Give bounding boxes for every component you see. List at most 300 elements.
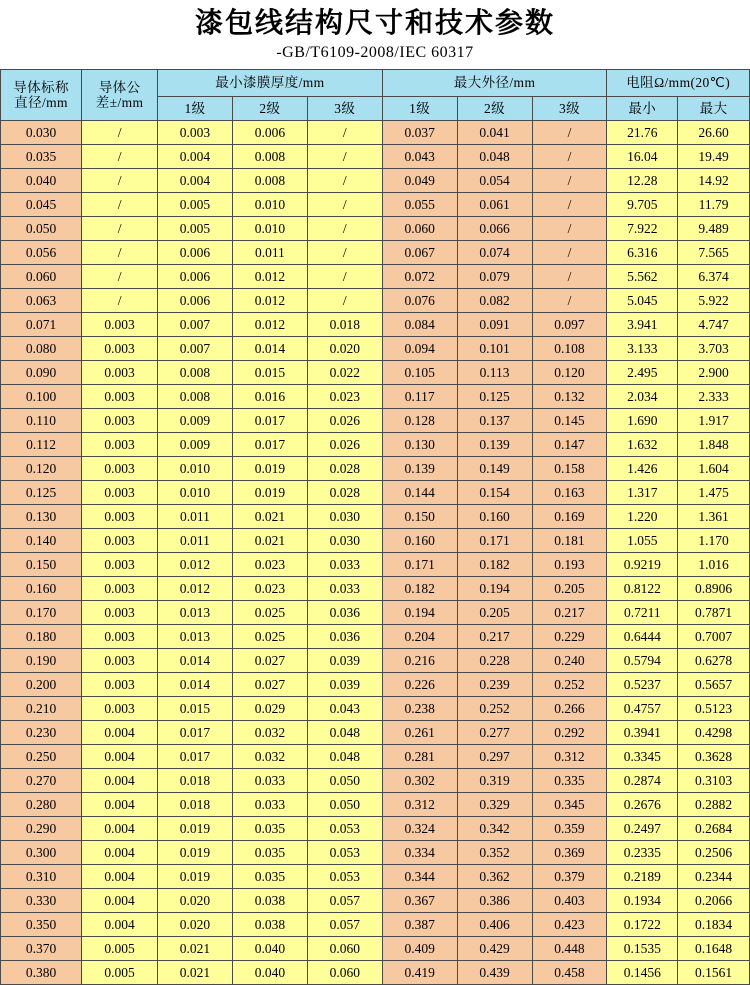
- cell-conductor-nominal-diameter: 0.310: [1, 865, 82, 889]
- cell-resistance-min: 1.220: [607, 505, 678, 529]
- cell-od-grade-1: 0.072: [382, 265, 457, 289]
- cell-od-grade-2: 0.048: [457, 145, 532, 169]
- cell-film-grade-1: 0.010: [158, 457, 233, 481]
- subheader-resistance-min: 最小: [607, 97, 678, 121]
- cell-film-grade-1: 0.005: [158, 193, 233, 217]
- table-row: [1, 625, 750, 649]
- cell-od-grade-2: 0.160: [457, 505, 532, 529]
- subheader-film-grade-1: 1级: [158, 97, 233, 121]
- cell-film-grade-3: 0.036: [307, 625, 382, 649]
- cell-film-grade-2: 0.040: [232, 961, 307, 985]
- cell-od-grade-3: /: [532, 289, 607, 313]
- cell-od-grade-1: 0.067: [382, 241, 457, 265]
- cell-od-grade-2: 0.139: [457, 433, 532, 457]
- cell-film-grade-1: 0.011: [158, 505, 233, 529]
- cell-conductor-tolerance: 0.003: [82, 361, 158, 385]
- table-row: [1, 361, 750, 385]
- cell-conductor-tolerance: 0.004: [82, 841, 158, 865]
- cell-resistance-min: 0.1535: [607, 937, 678, 961]
- cell-od-grade-1: 0.367: [382, 889, 457, 913]
- cell-conductor-nominal-diameter: 0.080: [1, 337, 82, 361]
- table-row: [1, 601, 750, 625]
- cell-resistance-max: 11.79: [678, 193, 750, 217]
- cell-resistance-max: 3.703: [678, 337, 750, 361]
- cell-resistance-min: 2.034: [607, 385, 678, 409]
- table-row: [1, 481, 750, 505]
- cell-od-grade-3: 0.369: [532, 841, 607, 865]
- cell-film-grade-3: 0.028: [307, 481, 382, 505]
- cell-conductor-nominal-diameter: 0.230: [1, 721, 82, 745]
- header-conductor-nominal-diameter: 导体标称 直径/mm: [1, 70, 82, 121]
- cell-film-grade-3: 0.028: [307, 457, 382, 481]
- subheader-film-grade-3: 3级: [307, 97, 382, 121]
- cell-resistance-max: 26.60: [678, 121, 750, 145]
- cell-conductor-tolerance: 0.003: [82, 457, 158, 481]
- cell-conductor-tolerance: /: [82, 289, 158, 313]
- cell-resistance-max: 5.922: [678, 289, 750, 313]
- cell-od-grade-2: 0.406: [457, 913, 532, 937]
- table-row: [1, 505, 750, 529]
- cell-film-grade-3: 0.036: [307, 601, 382, 625]
- table-row: [1, 961, 750, 985]
- cell-od-grade-2: 0.319: [457, 769, 532, 793]
- cell-conductor-nominal-diameter: 0.210: [1, 697, 82, 721]
- cell-od-grade-3: 0.169: [532, 505, 607, 529]
- cell-od-grade-3: 0.229: [532, 625, 607, 649]
- cell-conductor-nominal-diameter: 0.180: [1, 625, 82, 649]
- cell-film-grade-2: 0.027: [232, 673, 307, 697]
- cell-resistance-max: 6.374: [678, 265, 750, 289]
- table-row: [1, 409, 750, 433]
- cell-resistance-max: 0.5657: [678, 673, 750, 697]
- cell-resistance-min: 0.8122: [607, 577, 678, 601]
- cell-od-grade-2: 0.386: [457, 889, 532, 913]
- cell-od-grade-1: 0.344: [382, 865, 457, 889]
- cell-resistance-min: 1.426: [607, 457, 678, 481]
- cell-resistance-min: 12.28: [607, 169, 678, 193]
- cell-conductor-nominal-diameter: 0.270: [1, 769, 82, 793]
- cell-film-grade-3: /: [307, 121, 382, 145]
- cell-conductor-tolerance: 0.004: [82, 913, 158, 937]
- cell-film-grade-2: 0.032: [232, 745, 307, 769]
- cell-film-grade-3: /: [307, 241, 382, 265]
- cell-conductor-nominal-diameter: 0.280: [1, 793, 82, 817]
- cell-film-grade-1: 0.012: [158, 553, 233, 577]
- cell-film-grade-2: 0.025: [232, 625, 307, 649]
- cell-od-grade-3: 0.145: [532, 409, 607, 433]
- table-row: [1, 769, 750, 793]
- cell-od-grade-3: /: [532, 217, 607, 241]
- cell-resistance-min: 6.316: [607, 241, 678, 265]
- cell-od-grade-1: 0.130: [382, 433, 457, 457]
- cell-od-grade-2: 0.217: [457, 625, 532, 649]
- cell-film-grade-3: 0.030: [307, 505, 382, 529]
- subheader-film-grade-2: 2级: [232, 97, 307, 121]
- cell-od-grade-1: 0.226: [382, 673, 457, 697]
- cell-od-grade-2: 0.228: [457, 649, 532, 673]
- table-row: [1, 793, 750, 817]
- cell-resistance-min: 9.705: [607, 193, 678, 217]
- cell-od-grade-1: 0.117: [382, 385, 457, 409]
- cell-film-grade-3: /: [307, 217, 382, 241]
- cell-film-grade-2: 0.023: [232, 577, 307, 601]
- cell-resistance-min: 1.055: [607, 529, 678, 553]
- cell-conductor-tolerance: 0.003: [82, 337, 158, 361]
- cell-film-grade-1: 0.010: [158, 481, 233, 505]
- table-row: [1, 145, 750, 169]
- cell-conductor-nominal-diameter: 0.190: [1, 649, 82, 673]
- cell-resistance-max: 0.3628: [678, 745, 750, 769]
- cell-od-grade-3: 0.147: [532, 433, 607, 457]
- cell-conductor-nominal-diameter: 0.110: [1, 409, 82, 433]
- header-resistance: 电阻Ω/mm(20℃): [607, 70, 750, 97]
- cell-film-grade-1: 0.021: [158, 961, 233, 985]
- cell-film-grade-3: 0.030: [307, 529, 382, 553]
- cell-conductor-tolerance: 0.003: [82, 577, 158, 601]
- table-row: [1, 217, 750, 241]
- table-row: [1, 457, 750, 481]
- cell-film-grade-1: 0.014: [158, 673, 233, 697]
- table-row: [1, 841, 750, 865]
- cell-od-grade-1: 0.037: [382, 121, 457, 145]
- cell-film-grade-2: 0.038: [232, 913, 307, 937]
- cell-film-grade-3: 0.050: [307, 793, 382, 817]
- cell-film-grade-2: 0.010: [232, 193, 307, 217]
- header-conductor-tolerance: 导体公 差±/mm: [82, 70, 158, 121]
- cell-film-grade-2: 0.038: [232, 889, 307, 913]
- cell-film-grade-3: /: [307, 265, 382, 289]
- cell-od-grade-3: 0.132: [532, 385, 607, 409]
- table-row: [1, 529, 750, 553]
- cell-film-grade-3: 0.039: [307, 649, 382, 673]
- cell-od-grade-1: 0.043: [382, 145, 457, 169]
- table-row: [1, 337, 750, 361]
- cell-film-grade-1: 0.019: [158, 865, 233, 889]
- cell-film-grade-3: 0.048: [307, 721, 382, 745]
- cell-film-grade-2: 0.029: [232, 697, 307, 721]
- cell-od-grade-3: 0.335: [532, 769, 607, 793]
- cell-conductor-nominal-diameter: 0.035: [1, 145, 82, 169]
- cell-od-grade-2: 0.171: [457, 529, 532, 553]
- cell-resistance-min: 0.2189: [607, 865, 678, 889]
- cell-film-grade-1: 0.008: [158, 361, 233, 385]
- cell-od-grade-3: 0.359: [532, 817, 607, 841]
- cell-film-grade-2: 0.021: [232, 505, 307, 529]
- cell-od-grade-3: /: [532, 265, 607, 289]
- table-row: [1, 265, 750, 289]
- cell-film-grade-1: 0.011: [158, 529, 233, 553]
- cell-resistance-min: 16.04: [607, 145, 678, 169]
- cell-film-grade-1: 0.006: [158, 289, 233, 313]
- cell-od-grade-2: 0.149: [457, 457, 532, 481]
- cell-resistance-min: 0.5237: [607, 673, 678, 697]
- cell-resistance-max: 0.1561: [678, 961, 750, 985]
- table-row: [1, 193, 750, 217]
- cell-resistance-min: 0.7211: [607, 601, 678, 625]
- cell-resistance-min: 0.1456: [607, 961, 678, 985]
- cell-od-grade-1: 0.261: [382, 721, 457, 745]
- cell-film-grade-2: 0.033: [232, 769, 307, 793]
- cell-film-grade-3: /: [307, 145, 382, 169]
- cell-conductor-nominal-diameter: 0.050: [1, 217, 82, 241]
- cell-conductor-tolerance: 0.003: [82, 313, 158, 337]
- cell-conductor-nominal-diameter: 0.170: [1, 601, 82, 625]
- cell-resistance-min: 3.133: [607, 337, 678, 361]
- cell-od-grade-1: 0.055: [382, 193, 457, 217]
- table-row: [1, 865, 750, 889]
- cell-od-grade-3: 0.292: [532, 721, 607, 745]
- cell-od-grade-3: 0.193: [532, 553, 607, 577]
- cell-film-grade-3: 0.033: [307, 577, 382, 601]
- cell-conductor-tolerance: 0.004: [82, 793, 158, 817]
- cell-film-grade-1: 0.005: [158, 217, 233, 241]
- cell-film-grade-1: 0.009: [158, 409, 233, 433]
- cell-film-grade-1: 0.012: [158, 577, 233, 601]
- cell-film-grade-3: 0.026: [307, 433, 382, 457]
- cell-od-grade-1: 0.302: [382, 769, 457, 793]
- cell-conductor-nominal-diameter: 0.112: [1, 433, 82, 457]
- cell-od-grade-2: 0.082: [457, 289, 532, 313]
- cell-od-grade-1: 0.182: [382, 577, 457, 601]
- cell-od-grade-3: 0.158: [532, 457, 607, 481]
- cell-film-grade-2: 0.008: [232, 169, 307, 193]
- cell-od-grade-3: /: [532, 121, 607, 145]
- cell-resistance-max: 1.848: [678, 433, 750, 457]
- cell-od-grade-2: 0.061: [457, 193, 532, 217]
- cell-resistance-max: 7.565: [678, 241, 750, 265]
- cell-conductor-tolerance: 0.005: [82, 961, 158, 985]
- cell-od-grade-2: 0.439: [457, 961, 532, 985]
- cell-conductor-tolerance: 0.003: [82, 601, 158, 625]
- cell-od-grade-1: 0.139: [382, 457, 457, 481]
- cell-film-grade-3: 0.043: [307, 697, 382, 721]
- table-body: [1, 121, 750, 985]
- cell-od-grade-1: 0.150: [382, 505, 457, 529]
- cell-resistance-max: 1.361: [678, 505, 750, 529]
- cell-film-grade-1: 0.013: [158, 625, 233, 649]
- cell-resistance-min: 0.1934: [607, 889, 678, 913]
- cell-resistance-min: 0.9219: [607, 553, 678, 577]
- cell-conductor-tolerance: /: [82, 193, 158, 217]
- cell-conductor-nominal-diameter: 0.071: [1, 313, 82, 337]
- cell-film-grade-2: 0.014: [232, 337, 307, 361]
- cell-conductor-tolerance: /: [82, 265, 158, 289]
- cell-conductor-nominal-diameter: 0.300: [1, 841, 82, 865]
- cell-conductor-nominal-diameter: 0.200: [1, 673, 82, 697]
- cell-od-grade-1: 0.204: [382, 625, 457, 649]
- cell-od-grade-3: 0.403: [532, 889, 607, 913]
- table-row: [1, 937, 750, 961]
- cell-od-grade-3: 0.312: [532, 745, 607, 769]
- cell-od-grade-2: 0.091: [457, 313, 532, 337]
- cell-film-grade-1: 0.006: [158, 265, 233, 289]
- cell-conductor-tolerance: 0.003: [82, 505, 158, 529]
- cell-conductor-nominal-diameter: 0.370: [1, 937, 82, 961]
- cell-film-grade-1: 0.020: [158, 913, 233, 937]
- cell-conductor-tolerance: 0.003: [82, 697, 158, 721]
- table-row: [1, 649, 750, 673]
- cell-od-grade-3: 0.252: [532, 673, 607, 697]
- cell-resistance-max: 0.1648: [678, 937, 750, 961]
- cell-resistance-max: 19.49: [678, 145, 750, 169]
- cell-film-grade-1: 0.019: [158, 841, 233, 865]
- cell-film-grade-1: 0.013: [158, 601, 233, 625]
- cell-od-grade-3: /: [532, 193, 607, 217]
- cell-film-grade-1: 0.004: [158, 145, 233, 169]
- cell-od-grade-2: 0.074: [457, 241, 532, 265]
- cell-conductor-nominal-diameter: 0.040: [1, 169, 82, 193]
- cell-od-grade-3: 0.217: [532, 601, 607, 625]
- cell-resistance-min: 0.1722: [607, 913, 678, 937]
- cell-film-grade-2: 0.025: [232, 601, 307, 625]
- cell-resistance-max: 0.1834: [678, 913, 750, 937]
- cell-od-grade-3: 0.423: [532, 913, 607, 937]
- cell-resistance-max: 2.333: [678, 385, 750, 409]
- cell-conductor-nominal-diameter: 0.130: [1, 505, 82, 529]
- cell-conductor-tolerance: 0.003: [82, 553, 158, 577]
- cell-conductor-tolerance: 0.004: [82, 889, 158, 913]
- cell-film-grade-2: 0.027: [232, 649, 307, 673]
- cell-conductor-nominal-diameter: 0.045: [1, 193, 82, 217]
- cell-conductor-tolerance: 0.005: [82, 937, 158, 961]
- cell-film-grade-2: 0.033: [232, 793, 307, 817]
- cell-conductor-nominal-diameter: 0.150: [1, 553, 82, 577]
- table-row: [1, 241, 750, 265]
- cell-od-grade-3: /: [532, 169, 607, 193]
- cell-conductor-nominal-diameter: 0.250: [1, 745, 82, 769]
- cell-film-grade-3: 0.057: [307, 913, 382, 937]
- cell-resistance-min: 1.632: [607, 433, 678, 457]
- cell-conductor-tolerance: 0.003: [82, 409, 158, 433]
- cell-conductor-tolerance: 0.003: [82, 481, 158, 505]
- cell-film-grade-3: 0.026: [307, 409, 382, 433]
- cell-resistance-min: 0.2335: [607, 841, 678, 865]
- cell-conductor-nominal-diameter: 0.100: [1, 385, 82, 409]
- table-row: [1, 721, 750, 745]
- cell-film-grade-2: 0.023: [232, 553, 307, 577]
- cell-conductor-nominal-diameter: 0.120: [1, 457, 82, 481]
- cell-film-grade-3: /: [307, 193, 382, 217]
- header-max-outer-diameter: 最大外径/mm: [382, 70, 607, 97]
- cell-film-grade-3: /: [307, 289, 382, 313]
- cell-resistance-min: 0.4757: [607, 697, 678, 721]
- cell-od-grade-1: 0.324: [382, 817, 457, 841]
- cell-resistance-max: 9.489: [678, 217, 750, 241]
- cell-od-grade-1: 0.076: [382, 289, 457, 313]
- cell-film-grade-1: 0.020: [158, 889, 233, 913]
- cell-od-grade-1: 0.194: [382, 601, 457, 625]
- cell-resistance-min: 0.2676: [607, 793, 678, 817]
- cell-resistance-min: 5.045: [607, 289, 678, 313]
- cell-od-grade-2: 0.429: [457, 937, 532, 961]
- cell-film-grade-3: 0.039: [307, 673, 382, 697]
- cell-film-grade-1: 0.018: [158, 793, 233, 817]
- cell-conductor-nominal-diameter: 0.140: [1, 529, 82, 553]
- cell-film-grade-3: 0.053: [307, 865, 382, 889]
- cell-od-grade-1: 0.171: [382, 553, 457, 577]
- table-header: [1, 70, 750, 121]
- cell-od-grade-2: 0.252: [457, 697, 532, 721]
- cell-film-grade-1: 0.003: [158, 121, 233, 145]
- cell-resistance-max: 0.6278: [678, 649, 750, 673]
- cell-od-grade-1: 0.216: [382, 649, 457, 673]
- cell-film-grade-1: 0.007: [158, 313, 233, 337]
- cell-film-grade-2: 0.035: [232, 817, 307, 841]
- cell-film-grade-3: /: [307, 169, 382, 193]
- cell-resistance-max: 0.4298: [678, 721, 750, 745]
- cell-resistance-min: 0.2874: [607, 769, 678, 793]
- cell-od-grade-2: 0.054: [457, 169, 532, 193]
- table-row: [1, 121, 750, 145]
- cell-od-grade-2: 0.297: [457, 745, 532, 769]
- cell-od-grade-1: 0.094: [382, 337, 457, 361]
- cell-conductor-tolerance: /: [82, 169, 158, 193]
- cell-conductor-nominal-diameter: 0.063: [1, 289, 82, 313]
- cell-conductor-nominal-diameter: 0.350: [1, 913, 82, 937]
- cell-film-grade-2: 0.035: [232, 865, 307, 889]
- cell-conductor-nominal-diameter: 0.056: [1, 241, 82, 265]
- cell-film-grade-3: 0.053: [307, 841, 382, 865]
- cell-od-grade-2: 0.125: [457, 385, 532, 409]
- cell-conductor-tolerance: 0.004: [82, 745, 158, 769]
- cell-conductor-tolerance: 0.003: [82, 625, 158, 649]
- cell-film-grade-1: 0.017: [158, 745, 233, 769]
- cell-od-grade-3: 0.163: [532, 481, 607, 505]
- cell-conductor-tolerance: 0.003: [82, 529, 158, 553]
- cell-resistance-min: 0.2497: [607, 817, 678, 841]
- cell-od-grade-2: 0.277: [457, 721, 532, 745]
- cell-film-grade-3: 0.057: [307, 889, 382, 913]
- cell-resistance-max: 14.92: [678, 169, 750, 193]
- cell-od-grade-1: 0.387: [382, 913, 457, 937]
- cell-resistance-max: 1.604: [678, 457, 750, 481]
- subheader-od-grade-3: 3级: [532, 97, 607, 121]
- cell-film-grade-2: 0.019: [232, 481, 307, 505]
- cell-od-grade-3: 0.108: [532, 337, 607, 361]
- cell-resistance-min: 21.76: [607, 121, 678, 145]
- cell-od-grade-2: 0.182: [457, 553, 532, 577]
- cell-film-grade-1: 0.014: [158, 649, 233, 673]
- subheader-resistance-max: 最大: [678, 97, 750, 121]
- cell-resistance-min: 0.3345: [607, 745, 678, 769]
- table-row: [1, 313, 750, 337]
- cell-conductor-tolerance: /: [82, 241, 158, 265]
- cell-film-grade-2: 0.017: [232, 433, 307, 457]
- cell-resistance-min: 7.922: [607, 217, 678, 241]
- cell-resistance-min: 5.562: [607, 265, 678, 289]
- cell-resistance-max: 1.917: [678, 409, 750, 433]
- cell-conductor-tolerance: 0.003: [82, 673, 158, 697]
- cell-od-grade-2: 0.113: [457, 361, 532, 385]
- cell-od-grade-2: 0.041: [457, 121, 532, 145]
- cell-conductor-tolerance: 0.004: [82, 817, 158, 841]
- cell-film-grade-1: 0.006: [158, 241, 233, 265]
- cell-od-grade-3: 0.345: [532, 793, 607, 817]
- cell-film-grade-2: 0.035: [232, 841, 307, 865]
- subheader-od-grade-2: 2级: [457, 97, 532, 121]
- spec-table: [0, 69, 750, 985]
- cell-film-grade-3: 0.033: [307, 553, 382, 577]
- cell-film-grade-2: 0.019: [232, 457, 307, 481]
- cell-film-grade-3: 0.022: [307, 361, 382, 385]
- table-row: [1, 697, 750, 721]
- cell-film-grade-2: 0.010: [232, 217, 307, 241]
- cell-od-grade-1: 0.060: [382, 217, 457, 241]
- cell-resistance-max: 0.2882: [678, 793, 750, 817]
- cell-conductor-tolerance: /: [82, 121, 158, 145]
- cell-resistance-max: 0.2066: [678, 889, 750, 913]
- cell-film-grade-1: 0.021: [158, 937, 233, 961]
